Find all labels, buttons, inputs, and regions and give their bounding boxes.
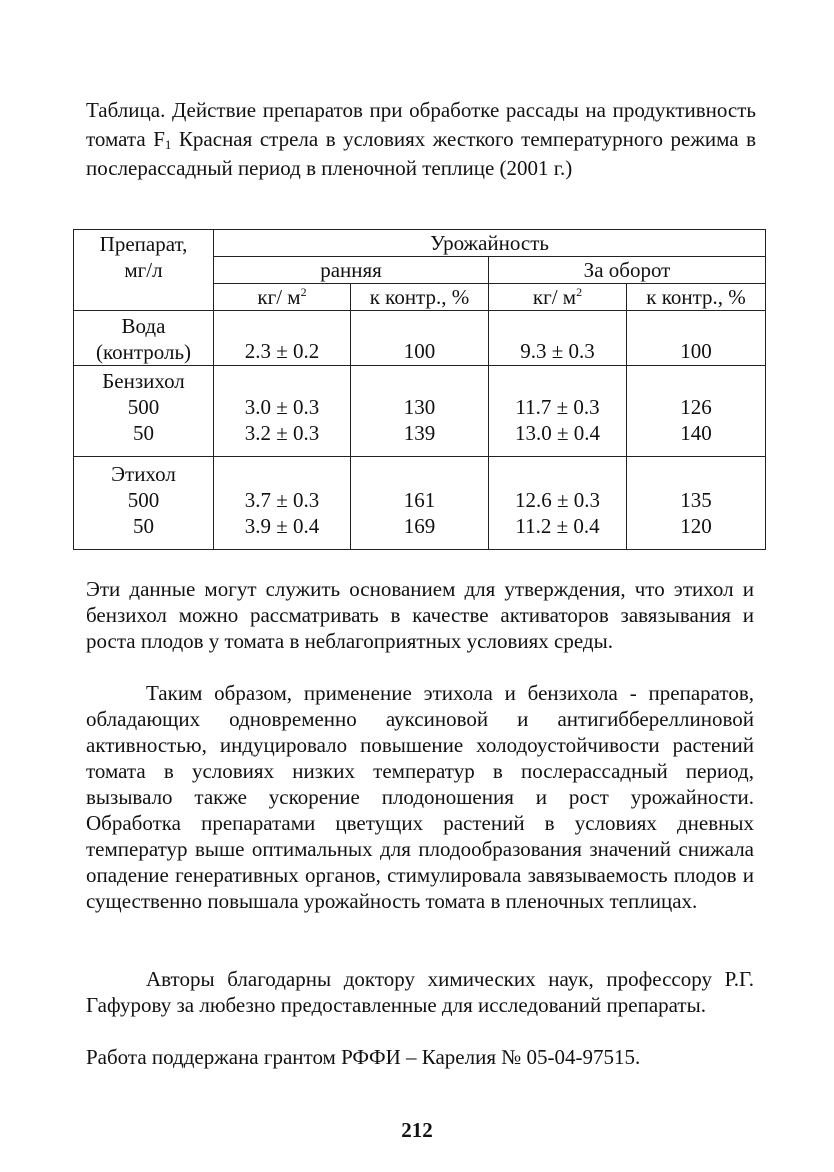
turn-kg-value: 13.0 ± 0.4 (514, 421, 601, 445)
turn-kg-value: 12.6 ± 0.3 (514, 488, 601, 512)
table-row (74, 457, 766, 550)
drug-name: Этихол (111, 462, 176, 486)
header-yield: Урожайность (214, 230, 766, 257)
header-early-pct: к контр., % (351, 284, 489, 311)
dose-value: 500 (127, 488, 160, 512)
paragraph-conclusion: Эти данные могут служить основанием для утверждения, что этихол и бензихол можно рассматривать в качестве активаторов завязывания и роста плодов у томата в неблагоприятных условиях среды. (86, 577, 754, 653)
turn-pct-value: 140 (680, 421, 712, 445)
yield-table (73, 229, 766, 550)
drug-cell (74, 311, 214, 366)
early-pct-cell (351, 366, 489, 457)
early-kg-value: 3.0 ± 0.3 (244, 395, 320, 419)
dose-value: 500 (127, 395, 160, 419)
dose-value: 50 (133, 514, 154, 538)
header-early: ранняя (214, 257, 489, 284)
turn-pct-value: 120 (680, 514, 712, 538)
paragraph-grant: Работа поддержана грантом РФФИ – Карелия № 05-04-97515. (86, 1045, 641, 1069)
turn-pct-cell (627, 366, 766, 457)
turn-kg-value: 11.2 ± 0.4 (515, 514, 600, 538)
turn-kg-cell: 9.3 ± 0.3 (489, 311, 627, 366)
turn-pct-value: 135 (680, 488, 712, 512)
early-pct-value: 169 (403, 514, 436, 538)
turn-kg-cell (489, 457, 627, 550)
header-turn-pct: к контр., % (627, 284, 766, 311)
header-drug-line1: Препарат, (99, 232, 188, 256)
caption-text-1: Таблица. Действие препаратов при обработке рассады на продуктивность томата F (86, 98, 756, 151)
early-pct-cell (351, 457, 489, 550)
paragraph-summary: Таким образом, применение этихола и бензихола - препаратов, обладающих одновременно ауксиновой и антигиббереллиновой активностью, индуцировало повышение холодоустойчивости растений томата в условиях низких температур в послерассадный период, вызывало также ускорение плодоношения и рост урожайности. Обработка препаратами цветущих растений в условиях дневных температур выше оптимальных для плодообразования значений снижала опадение генеративных органов, стимулировала завязываемость плодов и существенно повышала урожайность томата в пленочных теплицах. (86, 681, 754, 913)
early-kg-value: 3.9 ± 0.4 (244, 514, 320, 538)
header-drug (74, 230, 214, 311)
early-kg-value: 3.2 ± 0.3 (244, 421, 320, 445)
table-row (74, 366, 766, 457)
header-drug-line2: мг/л (124, 258, 163, 282)
early-kg-value: 3.7 ± 0.3 (244, 488, 320, 512)
page-number: 212 (401, 1118, 433, 1142)
header-turn-kg-text: кг/ м (532, 285, 577, 309)
drug-name-line2: (контроль) (95, 340, 192, 364)
drug-name: Бензихол (102, 369, 185, 393)
early-pct-cell: 100 (351, 311, 489, 366)
early-pct-value: 130 (403, 395, 436, 419)
header-early-kg-text: кг/ м (257, 285, 301, 309)
early-pct-value: 139 (403, 421, 436, 445)
caption-subscript: 1 (164, 137, 172, 152)
early-pct-value: 161 (403, 488, 436, 512)
turn-pct-cell (627, 457, 766, 550)
turn-kg-value: 11.7 ± 0.3 (515, 395, 600, 419)
paragraph-acknowledgement: Авторы благодарны доктору химических наук, профессору Р.Г. Гафурову за любезно предоставленные для исследований препараты. (86, 967, 754, 1017)
caption-text-2: Красная стрела в условиях жесткого температурного режима в послерассадный период в пленочной теплице (2001 г.) (86, 127, 757, 180)
header-turn-kg (489, 284, 627, 311)
early-kg-cell (214, 457, 351, 550)
drug-cell (74, 457, 214, 550)
header-turnover: За оборот (489, 257, 766, 284)
table-caption (86, 96, 756, 183)
turn-pct-value: 126 (680, 395, 712, 419)
header-turn-kg-sup: 2 (576, 285, 583, 299)
table-row (74, 311, 766, 366)
drug-name-line1: Вода (121, 314, 166, 338)
early-kg-cell (214, 366, 351, 457)
turn-pct-cell: 100 (627, 311, 766, 366)
drug-cell (74, 366, 214, 457)
header-early-kg-sup: 2 (300, 285, 307, 299)
turn-kg-cell (489, 366, 627, 457)
dose-value: 50 (133, 421, 154, 445)
early-kg-cell: 2.3 ± 0.2 (214, 311, 351, 366)
header-early-kg (214, 284, 351, 311)
